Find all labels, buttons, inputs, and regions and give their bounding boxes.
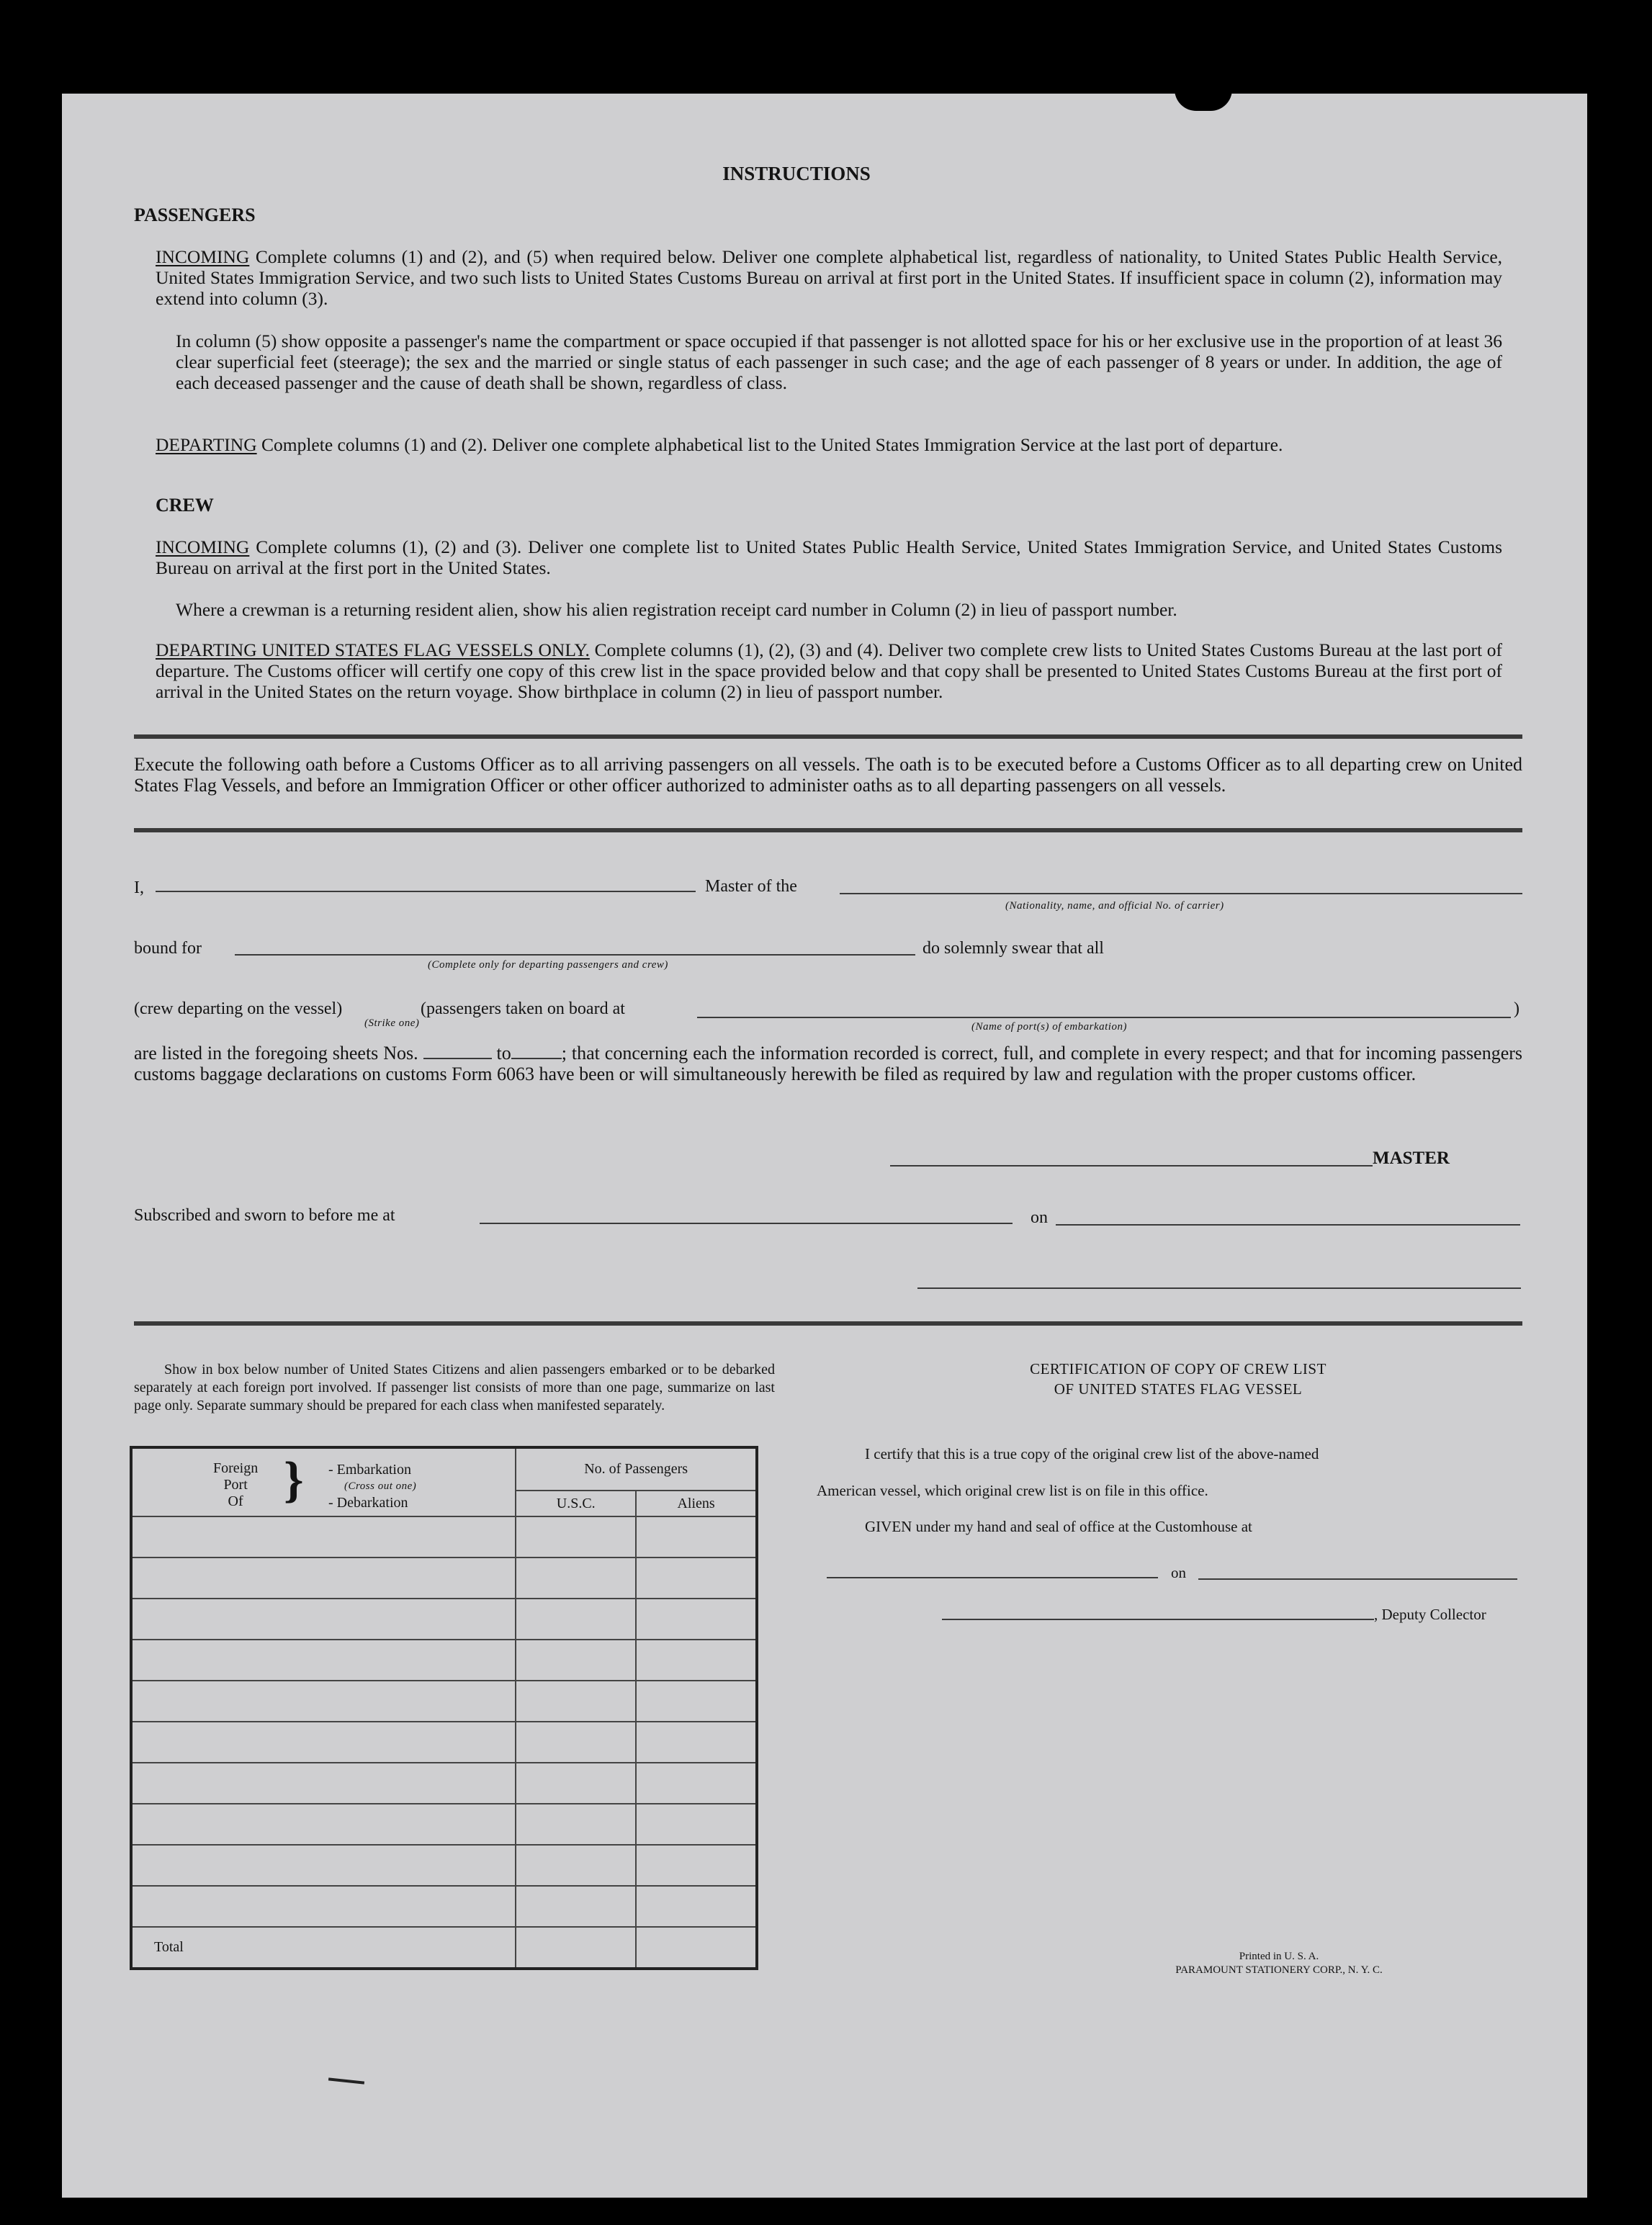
passengers-heading: PASSENGERS — [134, 204, 256, 225]
port-cell[interactable] — [131, 1845, 516, 1886]
aliens-cell[interactable] — [636, 1722, 757, 1763]
crew-flag-text: Complete columns (1), (2), (3) and (4). Deliver two complete crew lists to United States Customs Bureau at the last port of departure. The Customs officer will certify one copy of this crew list in the space provided below and that copy shall be presented to United States Customs Bureau at the first port of arrival in the United States on the return voyage. Show birthplace in column (2) in lieu of passport number. — [156, 639, 1502, 702]
certification-title — [854, 1359, 1502, 1399]
crew-flag-label: DEPARTING UNITED STATES FLAG VESSELS ONLY. — [156, 639, 590, 660]
port-cell[interactable] — [131, 1681, 516, 1722]
usc-cell[interactable] — [516, 1886, 636, 1927]
crew-flag-paragraph — [156, 639, 1502, 702]
table-row — [131, 1516, 757, 1558]
crew-departing-option[interactable]: (crew departing on the vessel) — [134, 999, 343, 1018]
printer-line2: PARAMOUNT STATIONERY CORP., N. Y. C. — [1175, 1964, 1383, 1976]
carrier-field[interactable] — [840, 893, 1522, 894]
scan-mark — [328, 2077, 364, 2084]
bound-caption: (Complete only for departing passengers and crew) — [428, 959, 668, 971]
master-label: MASTER — [1373, 1149, 1450, 1168]
aliens-cell[interactable] — [636, 1845, 757, 1886]
crew-incoming-label: INCOMING — [156, 536, 250, 557]
form-sheet — [62, 94, 1587, 2198]
port-cell[interactable] — [131, 1722, 516, 1763]
certification-title-line1: CERTIFICATION OF COPY OF CREW LIST — [1030, 1360, 1326, 1377]
table-row — [131, 1722, 757, 1763]
crew-incoming-text: Complete columns (1), (2) and (3). Deliver one complete list to United States Public Health Service, United States Immigration Service, and United States Customs Bureau on arrival at the first port in the United States. — [156, 536, 1503, 578]
port-cell[interactable] — [131, 1599, 516, 1640]
subscribed-label: Subscribed and sworn to before me at — [134, 1206, 395, 1225]
debarkation-option[interactable]: - Debarkation — [328, 1495, 408, 1511]
usc-cell[interactable] — [516, 1516, 636, 1558]
aliens-cell[interactable] — [636, 1763, 757, 1804]
table-row — [131, 1804, 757, 1845]
table-row — [131, 1845, 757, 1886]
embarkation-port-field[interactable] — [697, 1017, 1511, 1018]
divider-2 — [134, 828, 1522, 832]
no-of-passengers-header: No. of Passengers — [516, 1447, 757, 1491]
port-cell[interactable] — [131, 1516, 516, 1558]
port-label: Port — [223, 1477, 248, 1493]
crew-incoming-paragraph — [156, 536, 1502, 578]
aliens-cell[interactable] — [636, 1804, 757, 1845]
passengers-departing-text: Complete columns (1) and (2). Deliver one complete alphabetical list to the United States Immigration Service at the last port of departure. — [261, 434, 1283, 455]
table-row — [131, 1681, 757, 1722]
oath-listed-suffix: ; that concerning each the information recorded is correct, full, and complete in every respect; and that for incoming passengers customs baggage declarations on customs Form 6063 have been or will simultaneously herewith be filed as required by law and regulation with the proper customs officer. — [134, 1043, 1523, 1084]
master-name-field[interactable] — [156, 891, 696, 892]
aliens-cell[interactable] — [636, 1886, 757, 1927]
usc-cell[interactable] — [516, 1804, 636, 1845]
brace-icon: } — [284, 1452, 304, 1508]
aliens-cell[interactable] — [636, 1558, 757, 1599]
divider-1 — [134, 734, 1522, 739]
total-label: Total — [131, 1927, 516, 1969]
customhouse-field[interactable] — [827, 1577, 1158, 1578]
usc-cell[interactable] — [516, 1558, 636, 1599]
usc-cell[interactable] — [516, 1845, 636, 1886]
usc-cell[interactable] — [516, 1681, 636, 1722]
cross-out-caption: (Cross out one) — [344, 1480, 417, 1492]
certify-line1: I certify that this is a true copy of the original crew list of the above-named — [865, 1445, 1319, 1462]
strike-one-caption: (Strike one) — [364, 1017, 420, 1029]
deputy-collector-label: , Deputy Collector — [1374, 1606, 1486, 1623]
bound-for-field[interactable] — [235, 954, 915, 956]
sheet-from-field[interactable] — [423, 1058, 492, 1059]
crew-heading: CREW — [156, 495, 214, 516]
certification-on-label: on — [1171, 1564, 1186, 1581]
oath-bound-for: bound for — [134, 939, 202, 958]
port-cell[interactable] — [131, 1763, 516, 1804]
aliens-cell[interactable] — [636, 1640, 757, 1681]
embarkation-option[interactable]: - Embarkation — [328, 1462, 411, 1478]
usc-cell[interactable] — [516, 1763, 636, 1804]
printer-imprint — [1128, 1950, 1430, 1977]
total-aliens-cell[interactable] — [636, 1927, 757, 1969]
usc-cell[interactable] — [516, 1722, 636, 1763]
torn-corner — [1175, 89, 1232, 111]
port-cell[interactable] — [131, 1804, 516, 1845]
oath-swear: do solemnly swear that all — [922, 939, 1104, 958]
table-row — [131, 1640, 757, 1681]
usc-cell[interactable] — [516, 1599, 636, 1640]
oath-instructions: Execute the following oath before a Customs Officer as to all arriving passengers on all vessels. The oath is to be executed before a Customs Officer as to all departing crew on United States Flag Vessels, and before an Immigration Officer or other officer authorized to administer oaths as to all departing passengers on all vessels. — [134, 754, 1522, 796]
oath-listed-paragraph — [134, 1043, 1522, 1084]
foreign-port-header — [131, 1447, 516, 1516]
passengers-incoming-paragraph — [156, 246, 1502, 309]
close-paren: ) — [1514, 999, 1519, 1018]
aliens-cell[interactable] — [636, 1599, 757, 1640]
crew-resident-paragraph: Where a crewman is a returning resident alien, show his alien registration receipt card number in Column (2) in lieu of passport number. — [176, 599, 1177, 620]
page-title: INSTRUCTIONS — [722, 163, 871, 184]
passengers-departing-paragraph — [156, 434, 1502, 455]
given-line: GIVEN under my hand and seal of office at the Customhouse at — [865, 1518, 1252, 1535]
officer-signature-field[interactable] — [917, 1287, 1521, 1289]
sheet-to-field[interactable] — [511, 1058, 562, 1059]
deputy-signature-field[interactable] — [942, 1619, 1374, 1620]
oath-master-of-the: Master of the — [705, 877, 797, 896]
port-cell[interactable] — [131, 1558, 516, 1599]
passengers-incoming-text: Complete columns (1) and (2), and (5) when required below. Deliver one complete alphabetical list, regardless of nationality, to United States Public Health Service, United States Immigration Service, and two such lists to United States Customs Bureau on arrival at first port in the United States. If insufficient space in column (2), information may extend into column (3). — [156, 246, 1503, 309]
usc-header: U.S.C. — [516, 1491, 636, 1516]
master-signature-field[interactable] — [890, 1165, 1373, 1167]
table-row — [131, 1763, 757, 1804]
oath-to: to — [496, 1043, 511, 1064]
sworn-date-field[interactable] — [1056, 1224, 1520, 1226]
passengers-taken-option[interactable]: (passengers taken on board at — [421, 999, 625, 1018]
of-label: Of — [228, 1493, 243, 1509]
carrier-caption: (Nationality, name, and official No. of carrier) — [1005, 900, 1224, 912]
table-row — [131, 1886, 757, 1927]
certify-line2: American vessel, which original crew list is on file in this office. — [817, 1482, 1208, 1499]
oath-i-label: I, — [134, 878, 144, 897]
table-row — [131, 1599, 757, 1640]
usc-cell[interactable] — [516, 1640, 636, 1681]
port-caption: (Name of port(s) of embarkation) — [971, 1021, 1127, 1033]
table-row — [131, 1558, 757, 1599]
certification-date-field[interactable] — [1198, 1578, 1517, 1580]
passengers-departing-label: DEPARTING — [156, 434, 257, 455]
divider-3 — [134, 1321, 1522, 1326]
foreign-label: Foreign — [213, 1460, 259, 1476]
port-cell[interactable] — [131, 1886, 516, 1927]
passenger-summary-table — [130, 1446, 758, 1970]
passengers-column5-paragraph: In column (5) show opposite a passenger's name the compartment or space occupied if that passenger is not allotted space for his or her exclusive use in the proportion of at least 36 clear superficial feet (steerage); the sex and the married or single status of each passenger in such case; and the age of each passenger of 8 years or under. In addition, the age of each deceased passenger and the cause of death shall be shown, regardless of class. — [176, 331, 1502, 393]
port-cell[interactable] — [131, 1640, 516, 1681]
aliens-header: Aliens — [636, 1491, 757, 1516]
passengers-incoming-label: INCOMING — [156, 246, 250, 267]
summary-note: Show in box below number of United States Citizens and alien passengers embarked or to be debarked separately at each foreign port involved. If passenger list consists of more than one page, summarize on last page only. Separate summary should be prepared for each class when manifested separately. — [134, 1362, 775, 1413]
sworn-on-label: on — [1031, 1208, 1048, 1227]
sworn-place-field[interactable] — [480, 1223, 1013, 1224]
total-usc-cell[interactable] — [516, 1927, 636, 1969]
aliens-cell[interactable] — [636, 1516, 757, 1558]
aliens-cell[interactable] — [636, 1681, 757, 1722]
oath-listed-prefix: are listed in the foregoing sheets Nos. — [134, 1043, 418, 1064]
printer-line1: Printed in U. S. A. — [1239, 1951, 1319, 1962]
certification-title-line2: OF UNITED STATES FLAG VESSEL — [1054, 1380, 1303, 1398]
